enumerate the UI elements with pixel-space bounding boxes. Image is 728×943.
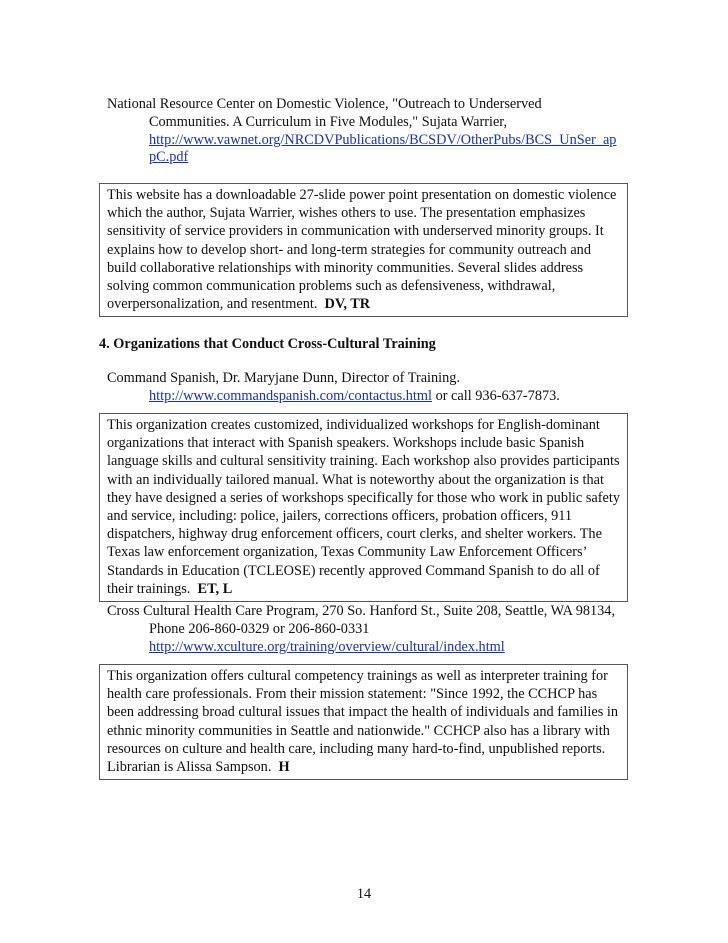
- citation-continuation: Phone 206-860-0329 or 206-860-0331: [149, 620, 370, 637]
- citation-text: Cross Cultural Health Care Program, 270 So. Hanford St., Suite 208, Seattle, WA 98134,: [107, 603, 616, 619]
- nrcdv-link[interactable]: http://www.vawnet.org/NRCDVPublications/BCSDV/OtherPubs/BCS_UnSer_ap pC.pdf: [149, 131, 617, 166]
- cchcp-link[interactable]: http://www.xculture.org/training/overview/cultural/index.html: [149, 638, 505, 655]
- category-tags: ET, L: [193, 580, 233, 597]
- page-number: 14: [356, 886, 372, 902]
- description-box-command-spanish: [99, 413, 628, 602]
- description-text: This organization offers cultural competency trainings as well as interpreter training for health care professionals. From their mission statement: "Since 1992, the CCHCP has been addressing broad cultural issues that impact the health of individuals and families in ethnic minority communities in Seattle and nationwide." CCHCP also has a library with resources on culture and health care, including many hard-to-find, unpublished reports. Librarian is Alissa Sampson.: [107, 668, 618, 776]
- description-box-nrcdv: [99, 183, 628, 317]
- citation-continuation: Communities. A Curriculum in Five Modules," Sujata Warrier,: [149, 113, 508, 130]
- section-heading: 4. Organizations that Conduct Cross-Cultural Training: [99, 336, 436, 352]
- command-spanish-link[interactable]: http://www.commandspanish.com/contactus.html: [149, 387, 432, 404]
- description-text: This organization creates customized, individualized workshops for English-dominant organizations that interact with Spanish speakers. Workshops include basic Spanish language skills and cultural sensitivity training. Each workshop also provides participants with an individually tailored manual. What is noteworthy about the organization is that they have designed a series of workshops specifically for those who work in public safety and service, including: police, jailers, corrections officers, probation officers, 911 dispatchers, highway drug enforcement officers, court clerks, and shelter workers. The Texas law enforcement organization, Texas Community Law Enforcement Officers’ Standards in Education (TCLEOSE) recently approved Command Spanish to do all of their trainings.: [107, 417, 620, 597]
- citation-command-spanish: [107, 370, 635, 406]
- category-tags: H: [274, 759, 290, 776]
- citation-text: Command Spanish, Dr. Maryjane Dunn, Director of Training.: [107, 370, 461, 386]
- citation-cchcp: [107, 603, 635, 656]
- phone-text: or call 936-637-7873.: [432, 387, 560, 404]
- citation-nrcdv: [107, 96, 635, 167]
- category-tags: DV, TR: [320, 296, 371, 313]
- description-box-cchcp: [99, 664, 628, 780]
- description-text: This website has a downloadable 27-slide power point presentation on domestic violence which the author, Sujata Warrier, wishes others to use. The presentation emphasizes sensitivity of service providers in communication with underserved minority groups. It explains how to develop short- and long-term strategies for community outreach and build collaborative relationships with minority communities. Several slides address solving common communication problems such as defensiveness, withdrawal, overpersonalization, and resentment.: [107, 187, 617, 313]
- citation-text: National Resource Center on Domestic Violence, "Outreach to Underserved: [107, 96, 542, 112]
